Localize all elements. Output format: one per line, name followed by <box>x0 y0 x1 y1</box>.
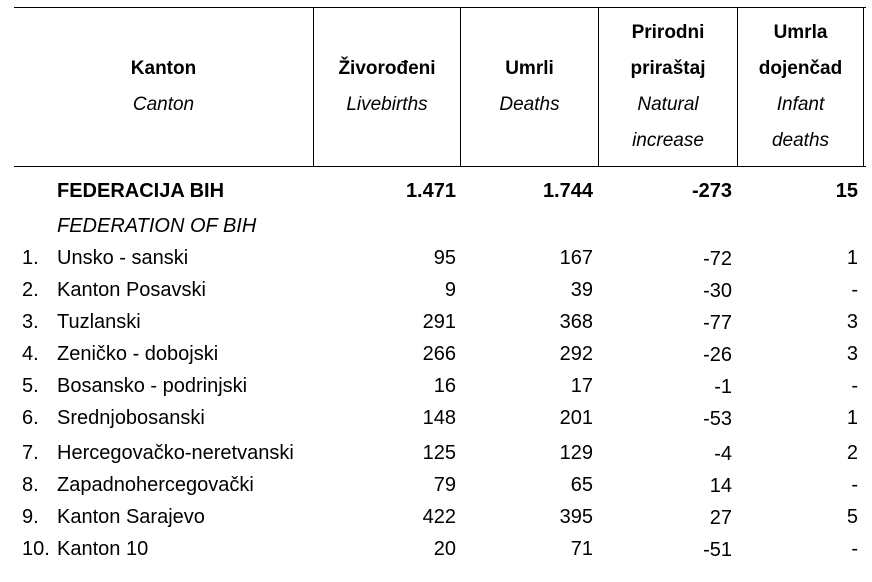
row-canton: Kanton 10 <box>57 538 149 560</box>
row-number: 3. <box>22 311 39 333</box>
row-deaths: 167 <box>559 247 593 269</box>
row-infant: 3 <box>846 343 858 365</box>
table-row <box>0 501 872 533</box>
total-deaths: 1.744 <box>542 180 593 202</box>
row-canton: Srednjobosanski <box>57 407 205 429</box>
total-name-en: FEDERATION OF BIH <box>57 215 257 237</box>
header-canton-label: Kanton <box>130 58 197 79</box>
table-row <box>0 533 872 565</box>
header-infant-label-en-1: Infant <box>776 94 825 115</box>
row-births: 79 <box>433 474 456 496</box>
row-canton: Unsko - sanski <box>57 247 189 269</box>
row-births: 422 <box>422 506 456 528</box>
table-row-total-en <box>0 210 872 242</box>
header-infant-label-2: dojenčad <box>758 58 843 79</box>
row-births: 266 <box>422 343 456 365</box>
row-number: 6. <box>22 407 39 429</box>
row-births: 148 <box>422 407 456 429</box>
row-infant: - <box>851 279 858 301</box>
row-natural: -51 <box>703 539 732 561</box>
row-natural: -72 <box>703 248 732 270</box>
row-infant: 3 <box>846 311 858 333</box>
row-canton: Zeničko - dobojski <box>57 343 219 365</box>
table-row <box>0 242 872 274</box>
row-infant: 5 <box>846 506 858 528</box>
row-deaths: 65 <box>570 474 593 496</box>
header-infant-label-1: Umrla <box>773 22 828 43</box>
header-natural-label-2: priraštaj <box>630 58 706 79</box>
total-name: FEDERACIJA BIH <box>57 180 225 202</box>
row-births: 125 <box>422 442 456 464</box>
row-deaths: 17 <box>570 375 593 397</box>
row-deaths: 129 <box>559 442 593 464</box>
table-row <box>0 437 872 469</box>
row-canton: Bosansko - podrinjski <box>57 375 248 397</box>
row-deaths: 292 <box>559 343 593 365</box>
table-row <box>0 306 872 338</box>
header-births-label-en: Livebirths <box>346 94 428 115</box>
row-natural: -4 <box>714 443 732 465</box>
row-deaths: 368 <box>559 311 593 333</box>
table-row-total <box>0 175 872 207</box>
row-number: 9. <box>22 506 39 528</box>
row-infant: - <box>851 474 858 496</box>
row-natural: -1 <box>714 376 732 398</box>
row-births: 16 <box>433 375 456 397</box>
row-births: 95 <box>433 247 456 269</box>
row-number: 2. <box>22 279 39 301</box>
row-canton: Tuzlanski <box>57 311 141 333</box>
row-number: 5. <box>22 375 39 397</box>
header-natural-label-1: Prirodni <box>631 22 705 43</box>
row-natural: -26 <box>703 344 732 366</box>
row-number: 7. <box>22 442 39 464</box>
row-natural: -77 <box>703 312 732 334</box>
table-row <box>0 338 872 370</box>
table-row <box>0 469 872 501</box>
row-number: 4. <box>22 343 39 365</box>
row-number: 1. <box>22 247 39 269</box>
total-infant: 15 <box>835 180 858 202</box>
row-births: 291 <box>422 311 456 333</box>
row-natural: 27 <box>709 507 732 529</box>
row-births: 20 <box>433 538 456 560</box>
header-deaths <box>461 7 598 167</box>
row-canton: Kanton Sarajevo <box>57 506 205 528</box>
header-natural-label-en-1: Natural <box>637 94 699 115</box>
header-natural-increase <box>599 7 737 167</box>
row-canton: Kanton Posavski <box>57 279 206 301</box>
row-births: 9 <box>444 279 456 301</box>
header-infant-deaths <box>738 7 863 167</box>
header-births-label: Živorođeni <box>338 58 436 79</box>
row-canton: Hercegovačko-neretvanski <box>57 442 294 464</box>
table-row <box>0 402 872 434</box>
total-births: 1.471 <box>405 180 456 202</box>
row-infant: 1 <box>846 407 858 429</box>
header-canton <box>14 7 313 167</box>
header-natural-label-en-2: increase <box>632 130 704 151</box>
row-infant: 1 <box>846 247 858 269</box>
row-deaths: 395 <box>559 506 593 528</box>
column-divider <box>863 7 864 167</box>
row-natural: -53 <box>703 408 732 430</box>
table-row <box>0 370 872 402</box>
total-natural: -273 <box>691 180 732 202</box>
header-deaths-label-en: Deaths <box>499 94 560 115</box>
header-deaths-label: Umrli <box>505 58 554 79</box>
row-canton: Zapadnohercegovački <box>57 474 254 496</box>
header-infant-label-en-2: deaths <box>771 130 830 151</box>
row-deaths: 39 <box>570 279 593 301</box>
row-number: 8. <box>22 474 39 496</box>
row-deaths: 71 <box>570 538 593 560</box>
row-infant: - <box>851 375 858 397</box>
header-births <box>314 7 460 167</box>
table-row <box>0 274 872 306</box>
row-number: 10. <box>22 538 50 560</box>
header-canton-label-en: Canton <box>132 94 195 115</box>
row-natural: 14 <box>709 475 732 497</box>
row-infant: - <box>851 538 858 560</box>
row-deaths: 201 <box>559 407 593 429</box>
row-natural: -30 <box>703 280 732 302</box>
row-infant: 2 <box>846 442 858 464</box>
